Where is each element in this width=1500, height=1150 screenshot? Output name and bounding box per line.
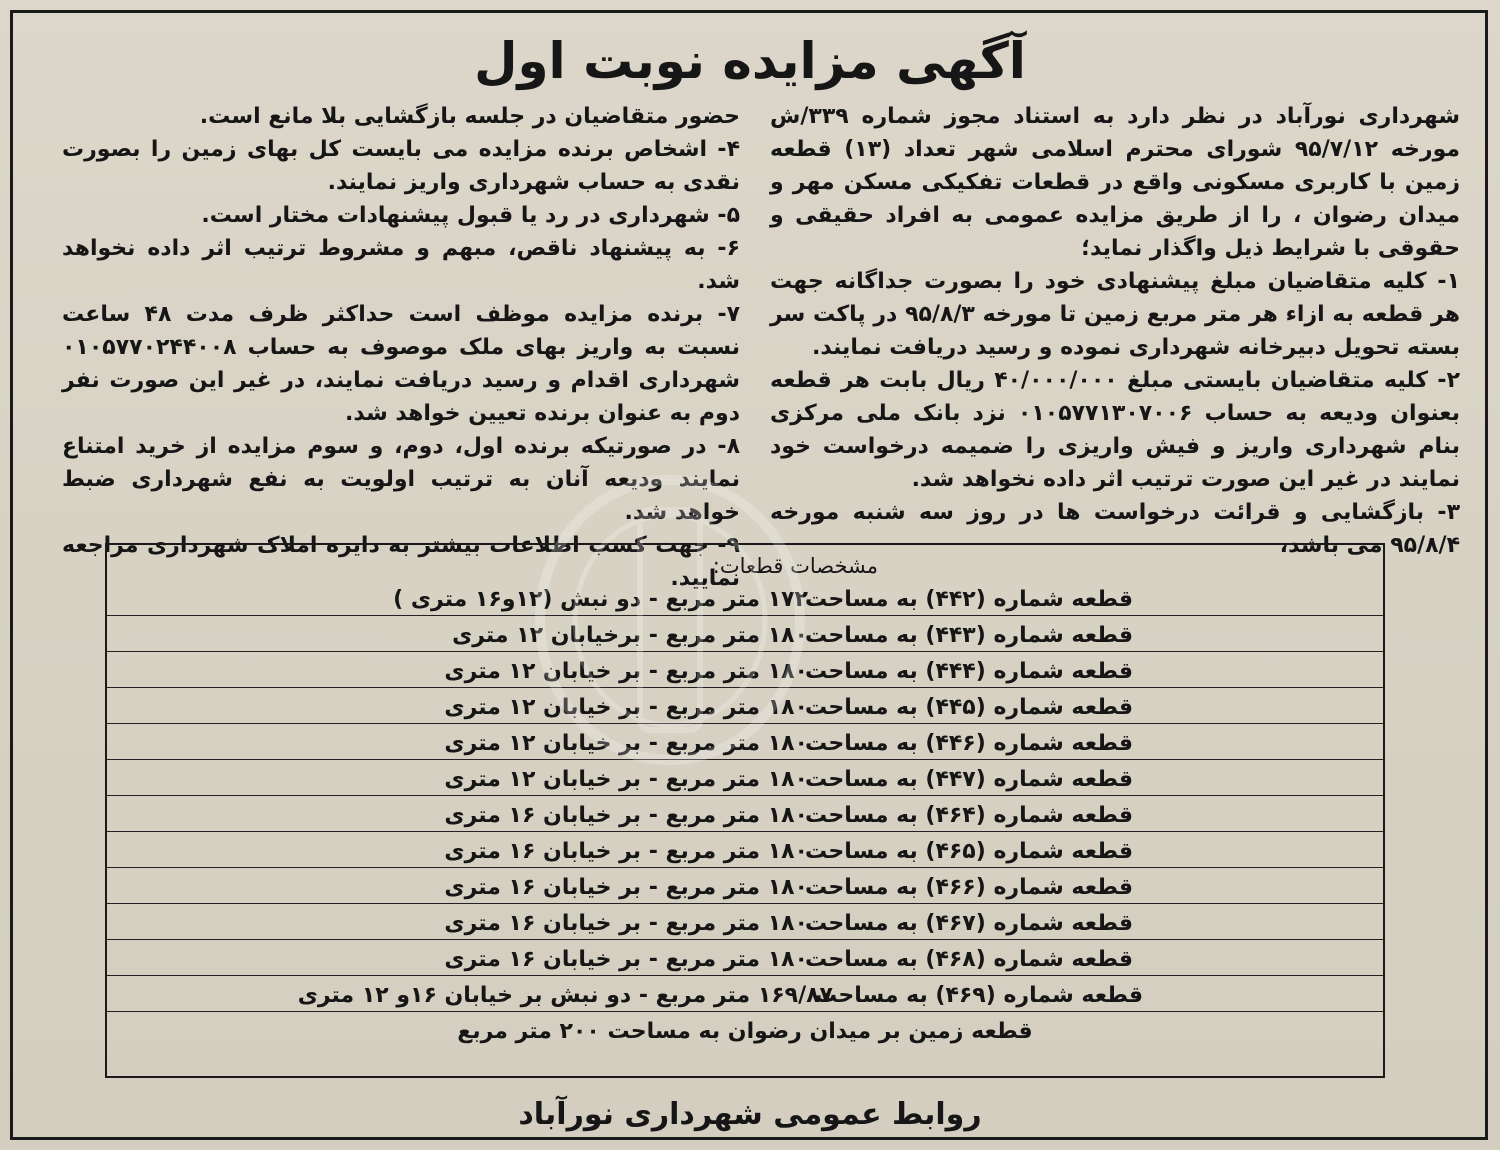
plot-label: قطعه شماره (۴۶۴) به مساحت: [805, 803, 1133, 828]
plot-label: قطعه شماره (۴۴۶) به مساحت: [805, 731, 1133, 756]
plot-description: ۱۸۰ متر مربع - بر خیابان ۱۶ متری: [444, 839, 808, 864]
condition-4: ۴- اشخاص برنده مزایده می بایست کل بهای زمین را بصورت نقدی به حساب شهرداری واریز نمایند.: [62, 137, 740, 195]
plot-label: قطعه شماره (۴۴۳) به مساحت: [805, 623, 1133, 648]
condition-6: ۶- به پیشنهاد ناقص، مبهم و مشروط ترتیب اثر داده نخواهد شد.: [62, 236, 740, 294]
plot-label: قطعه شماره (۴۶۸) به مساحت: [805, 947, 1133, 972]
plot-description: ۱۸۰ متر مربع - بر خیابان ۱۶ متری: [444, 911, 808, 936]
plot-description: ۱۸۰ متر مربع - بر خیابان ۱۶ متری: [444, 803, 808, 828]
plot-label: قطعه شماره (۴۴۲) به مساحت: [805, 587, 1133, 612]
plot-label: قطعه شماره (۴۴۵) به مساحت: [805, 695, 1133, 720]
plot-label: قطعه شماره (۴۶۷) به مساحت: [805, 911, 1133, 936]
condition-3-continued: حضور متقاضیان در جلسه بازگشایی بلا مانع است.: [199, 104, 740, 129]
plot-description: ۱۸۰ متر مربع - بر خیابان ۱۶ متری: [444, 875, 808, 900]
condition-9: ۹- جهت کسب اطلاعات بیشتر به دایره املاک شهرداری مراجعه نمایید.: [62, 533, 740, 591]
plot-description: ۱۸۰ متر مربع - بر خیابان ۱۲ متری: [444, 731, 808, 756]
plot-description: ۱۸۰ متر مربع - بر خیابان ۱۶ متری: [444, 947, 808, 972]
square-plot-description: قطعه زمین بر میدان رضوان به مساحت ۲۰۰ متر مربع: [457, 1019, 1033, 1044]
spec-row: [107, 873, 1383, 904]
plot-description: ۱۸۰ متر مربع - بر خیابان ۱۲ متری: [444, 695, 808, 720]
condition-8: ۸- در صورتیکه برنده اول، دوم، و سوم مزایده از خرید امتناع نمایند ودیعه آنان به ترتیب اولویت به نفع شهرداری ضبط خواهد شد.: [62, 434, 740, 525]
plot-description: ۱۸۰ متر مربع - برخیابان ۱۲ متری: [452, 623, 808, 648]
plot-description: ۱۷۲ متر مربع - دو نبش (۱۲و۱۶ متری ): [393, 587, 808, 612]
plot-description: ۱۶۹/۸۷ متر مربع - دو نبش بر خیابان ۱۶و ۱۲ متری: [297, 983, 833, 1008]
spec-row: [107, 801, 1383, 832]
right-column: [770, 100, 1460, 562]
plot-label: قطعه شماره (۴۴۴) به مساحت: [805, 659, 1133, 684]
condition-3: ۳- بازگشایی و قرائت درخواست ها در روز سه شنبه مورخه ۹۵/۸/۴ می باشد،: [770, 500, 1460, 558]
plot-label: قطعه شماره (۴۶۶) به مساحت: [805, 875, 1133, 900]
plot-label: قطعه شماره (۴۴۷) به مساحت: [805, 767, 1133, 792]
plot-label: قطعه شماره (۴۶۹) به مساحت: [815, 983, 1143, 1008]
notice-title: آگهی مزایده نوبت اول: [474, 32, 1026, 90]
plot-description: ۱۸۰ متر مربع - بر خیابان ۱۲ متری: [444, 659, 808, 684]
condition-1: ۱- کلیه متقاضیان مبلغ پیشنهادی خود را بصورت جداگانه جهت هر قطعه به ازاء هر متر مربع زمین تا مورخه ۹۵/۸/۳ در پاکت سر بسته تحویل دبیرخانه شهرداری نموده و رسید دریافت نمایند.: [770, 269, 1460, 360]
plot-label: قطعه شماره (۴۶۵) به مساحت: [805, 839, 1133, 864]
spec-row: [107, 909, 1383, 940]
spec-row: [107, 981, 1383, 1012]
publisher-signature: روابط عمومی شهرداری نورآباد: [518, 1097, 982, 1132]
condition-2: ۲- کلیه متقاضیان بایستی مبلغ ۴۰/۰۰۰/۰۰۰ ریال بابت هر قطعه بعنوان ودیعه به حساب ۰۱۰۵۷۷۱۳۰۷۰۰۶ نزد بانک ملی مرکزی بنام شهرداری واریز و فیش واریزی را ضمیمه درخواست خود نمایند در غیر این صورت ترتیب اثر داده نخواهد شد.: [770, 368, 1460, 492]
watermark-stamp-icon: [520, 470, 820, 770]
condition-5: ۵- شهرداری در رد یا قبول پیشنهادات مختار است.: [201, 203, 740, 228]
spec-row: [107, 837, 1383, 868]
condition-7: ۷- برنده مزایده موظف است حداکثر ظرف مدت ۴۸ ساعت نسبت به واریز بهای ملک موصوف به حساب ۰۱۰۵۷۷۰۲۴۴۰۰۸ شهرداری اقدام و رسید دریافت نمایند، در غیر این صورت نفر دوم به عنوان برنده تعیین خواهد شد.: [62, 302, 741, 426]
spec-row: [107, 945, 1383, 976]
plot-specs-heading: مشخصات قطعات:: [712, 554, 878, 578]
intro-paragraph: شهرداری نورآباد در نظر دارد به استناد مجوز شماره ۳۳۹/ش مورخه ۹۵/۷/۱۲ شورای محترم اسلامی شهر تعداد (۱۳) قطعه زمین با کاربری مسکونی واقع در قطعات تفکیکی مسکن مهر و میدان رضوان ، را از طریق مزایده عمومی به افراد حقیقی و حقوقی با شرایط ذیل واگذار نماید؛: [770, 104, 1460, 261]
plot-description: ۱۸۰ متر مربع - بر خیابان ۱۲ متری: [444, 767, 808, 792]
spec-row: [107, 1017, 1383, 1047]
